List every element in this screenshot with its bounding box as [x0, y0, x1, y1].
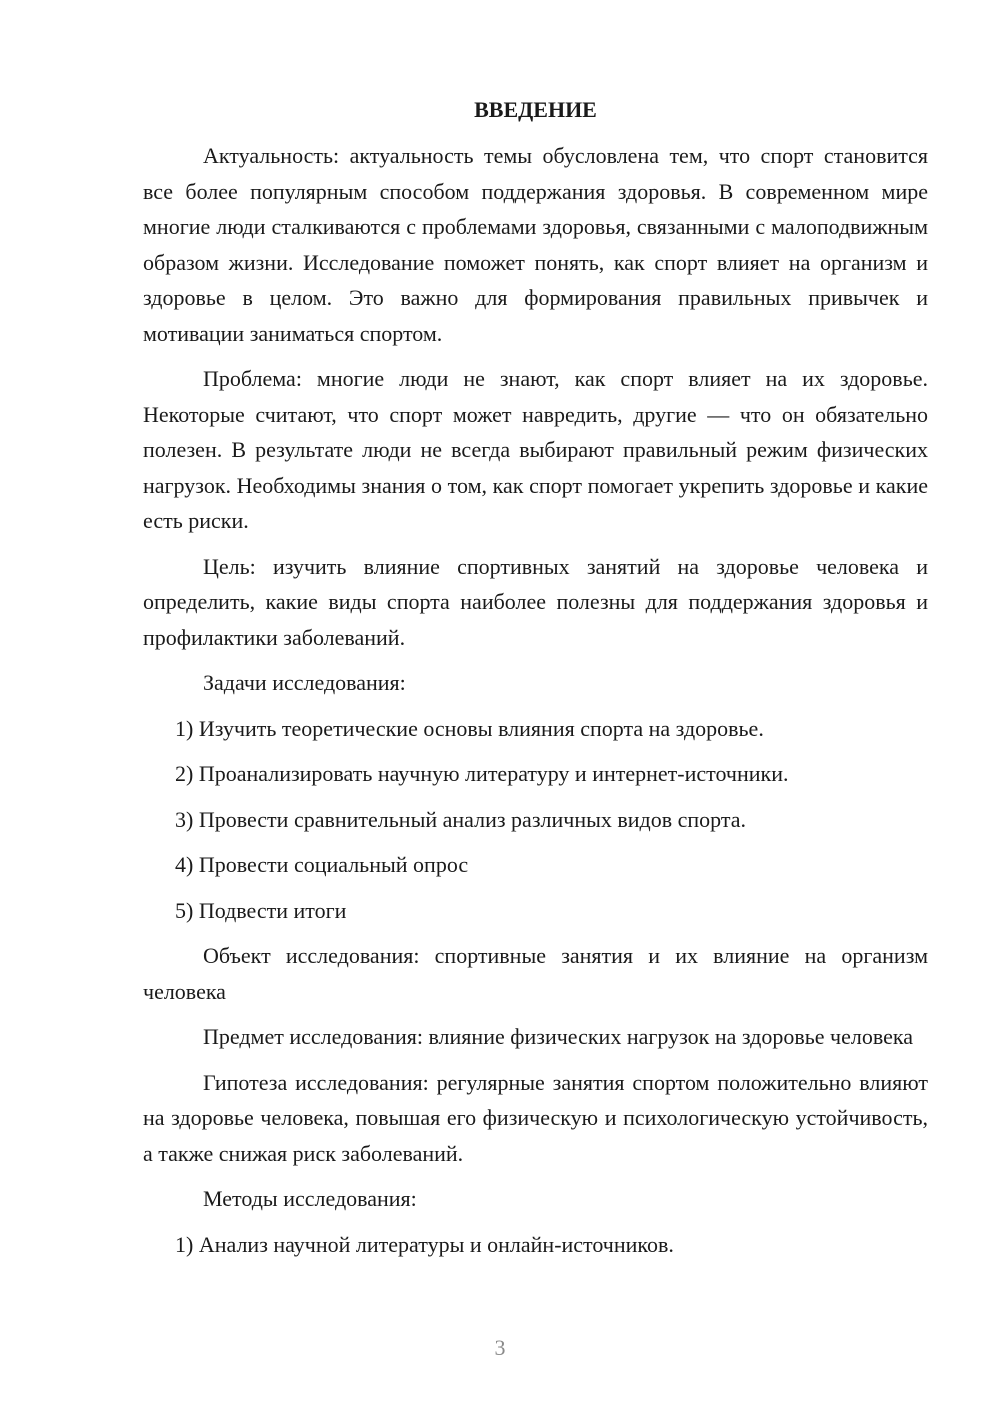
- page-content: [143, 92, 928, 1272]
- list-item: 3) Провести сравнительный анализ различных видов спорта.: [175, 806, 747, 832]
- list-item: 2) Проанализировать научную литературу и интернет-источники.: [175, 761, 789, 786]
- list-item: 1) Анализ научной литературы и онлайн-источников.: [175, 1231, 674, 1257]
- problem-paragraph: Проблема: многие люди не знают, как спорт влияет на их здоровье. Некоторые считают, что спорт может навредить, другие — что он обязательно полезен. В результате люди не всегда выбирают правильный режим физических нагрузок. Необходимы знания о том, как спорт помогает укрепить здоровье и какие есть риски.: [143, 366, 928, 533]
- object-paragraph: Объект исследования: спортивные занятия и их влияние на организм человека: [143, 943, 928, 1004]
- relevance-paragraph: Актуальность: актуальность темы обусловлена тем, что спорт становится все более популярным способом поддержания здоровья. В современном мире многие люди сталкиваются с проблемами здоровья, связанными с малоподвижным образом жизни. Исследование поможет понять, как спорт влияет на организм и здоровье в целом. Это важно для формирования правильных привычек и мотивации заниматься спортом.: [143, 143, 928, 346]
- methods-list: [143, 1227, 928, 1263]
- methods-heading: Методы исследования:: [203, 1186, 417, 1211]
- section-title: ВВЕДЕНИЕ: [474, 97, 597, 122]
- list-item: 5) Подвести итоги: [175, 897, 347, 923]
- list-item: 4) Провести социальный опрос: [175, 852, 469, 877]
- tasks-list: [143, 711, 928, 929]
- subject-paragraph: Предмет исследования: влияние физических нагрузок на здоровье человека: [203, 1024, 914, 1049]
- goal-paragraph: Цель: изучить влияние спортивных занятий на здоровье человека и определить, какие виды спорта наиболее полезны для поддержания здоровья и профилактики заболеваний.: [143, 553, 928, 650]
- tasks-heading: Задачи исследования:: [203, 670, 406, 695]
- list-item: 1) Изучить теоретические основы влияния спорта на здоровье.: [175, 715, 764, 741]
- page-number: 3: [494, 1335, 506, 1360]
- hypothesis-paragraph: Гипотеза исследования: регулярные занятия спортом положительно влияют на здоровье человека, повышая его физическую и психологическую устойчивость, а также снижая риск заболеваний.: [143, 1069, 928, 1166]
